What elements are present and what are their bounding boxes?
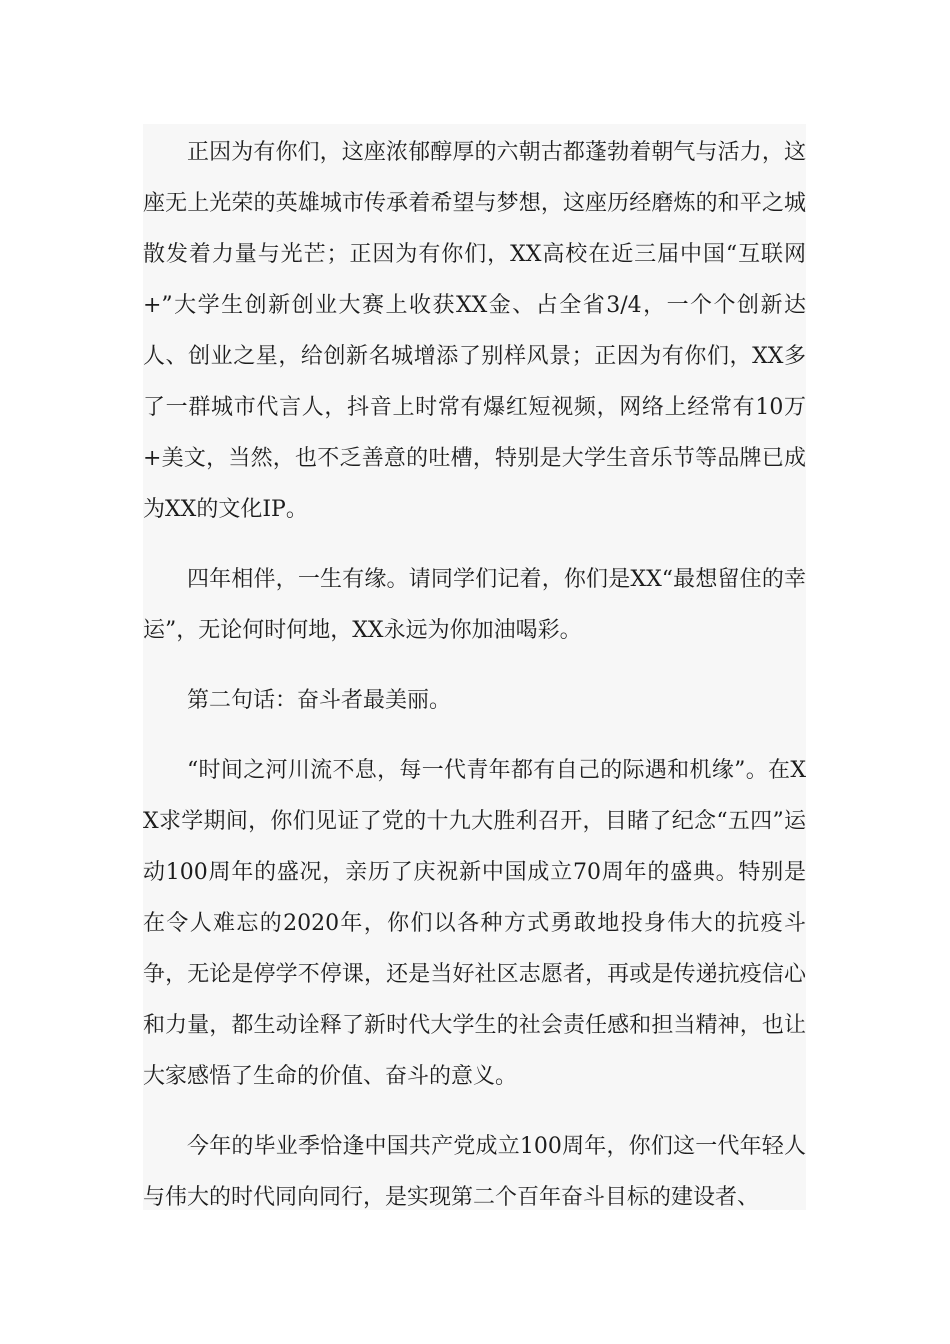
paragraph-gap (143, 535, 806, 554)
paragraph-3-heading: 第二句话：奋斗者最美丽。 (187, 688, 452, 713)
document-text-block (143, 124, 806, 1210)
paragraph-gap (143, 726, 806, 745)
paragraph-2: 四年相伴，一生有缘。请同学们记着，你们是XX“最想留住的幸运”，无论何时何地，XX永远为你加油喝彩。 (143, 567, 806, 643)
paragraph-5: 今年的毕业季恰逢中国共产党成立100周年，你们这一代年轻人与伟大的时代同向同行，是实现第二个百年奋斗目标的建设者、 (143, 1134, 806, 1210)
paragraph-1: 正因为有你们，这座浓郁醇厚的六朝古都蓬勃着朝气与活力，这座无上光荣的英雄城市传承着希望与梦想，这座历经磨炼的和平之城散发着力量与光芒；正因为有你们，XX高校在近三届中国“互联网+”大学生创新创业大赛上收获XX金、占全省3/4，一个个创新达人、创业之星，给创新名城增添了别样风景；正因为有你们，XX多了一群城市代言人，抖音上时常有爆红短视频，网络上经常有10万+美文，当然，也不乏善意的吐槽，特别是大学生音乐节等品牌已成为XX的文化IP。 (143, 140, 806, 522)
paragraph-gap (143, 1102, 806, 1121)
paragraph-4: “时间之河川流不息，每一代青年都有自己的际遇和机缘”。在XX求学期间，你们见证了党的十九大胜利召开，目睹了纪念“五四”运动100周年的盛况，亲历了庆祝新中国成立70周年的盛典。特别是在令人难忘的2020年，你们以各种方式勇敢地投身伟大的抗疫斗争，无论是停学不停课，还是当好社区志愿者，再或是传递抗疫信心和力量，都生动诠释了新时代大学生的社会责任感和担当精神，也让大家感悟了生命的价值、奋斗的意义。 (143, 758, 806, 1089)
paragraph-gap (143, 656, 806, 675)
